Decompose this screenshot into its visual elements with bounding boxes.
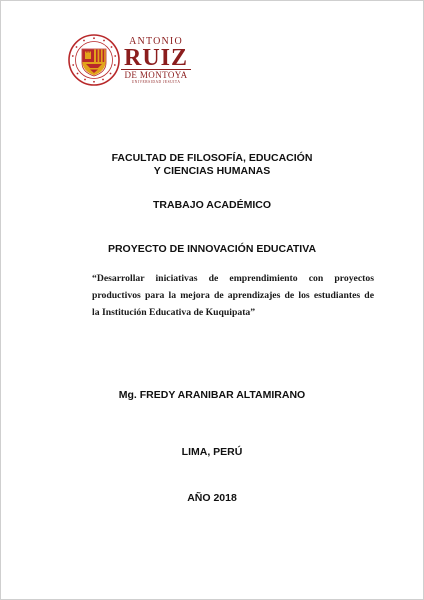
project-title-line-3: la Institución Educativa de Kuquipata” bbox=[92, 307, 256, 318]
faculty-line-2: Y CIENCIAS HUMANAS bbox=[153, 165, 271, 177]
project-type-heading: PROYECTO DE INNOVACIÓN EDUCATIVA bbox=[107, 243, 317, 255]
place: LIMA, PERÚ bbox=[181, 446, 243, 458]
crest-icon bbox=[68, 34, 120, 86]
project-title-line-1: “Desarrollar iniciativas de emprendimiento con proyectos bbox=[92, 273, 374, 284]
author-name: Mg. FREDY ARANIBAR ALTAMIRANO bbox=[118, 389, 306, 401]
logo-line-antonio: ANTONIO bbox=[129, 36, 183, 47]
project-title-line-2: productivos para la mejora de aprendizajes de los estudiantes de bbox=[92, 290, 374, 301]
logo-line-universidad: UNIVERSIDAD JESUITA bbox=[131, 80, 181, 84]
university-logo bbox=[68, 34, 188, 86]
faculty-line-1: FACULTAD DE FILOSOFÍA, EDUCACIÓN bbox=[111, 152, 313, 164]
logo-line-de-montoya: DE MONTOYA bbox=[121, 69, 191, 80]
logo-wordmark bbox=[121, 36, 191, 85]
year: AÑO 2018 bbox=[187, 492, 237, 504]
logo-line-ruiz: RUIZ bbox=[123, 45, 188, 71]
project-title bbox=[92, 270, 374, 321]
work-type-heading: TRABAJO ACADÉMICO bbox=[152, 199, 272, 211]
